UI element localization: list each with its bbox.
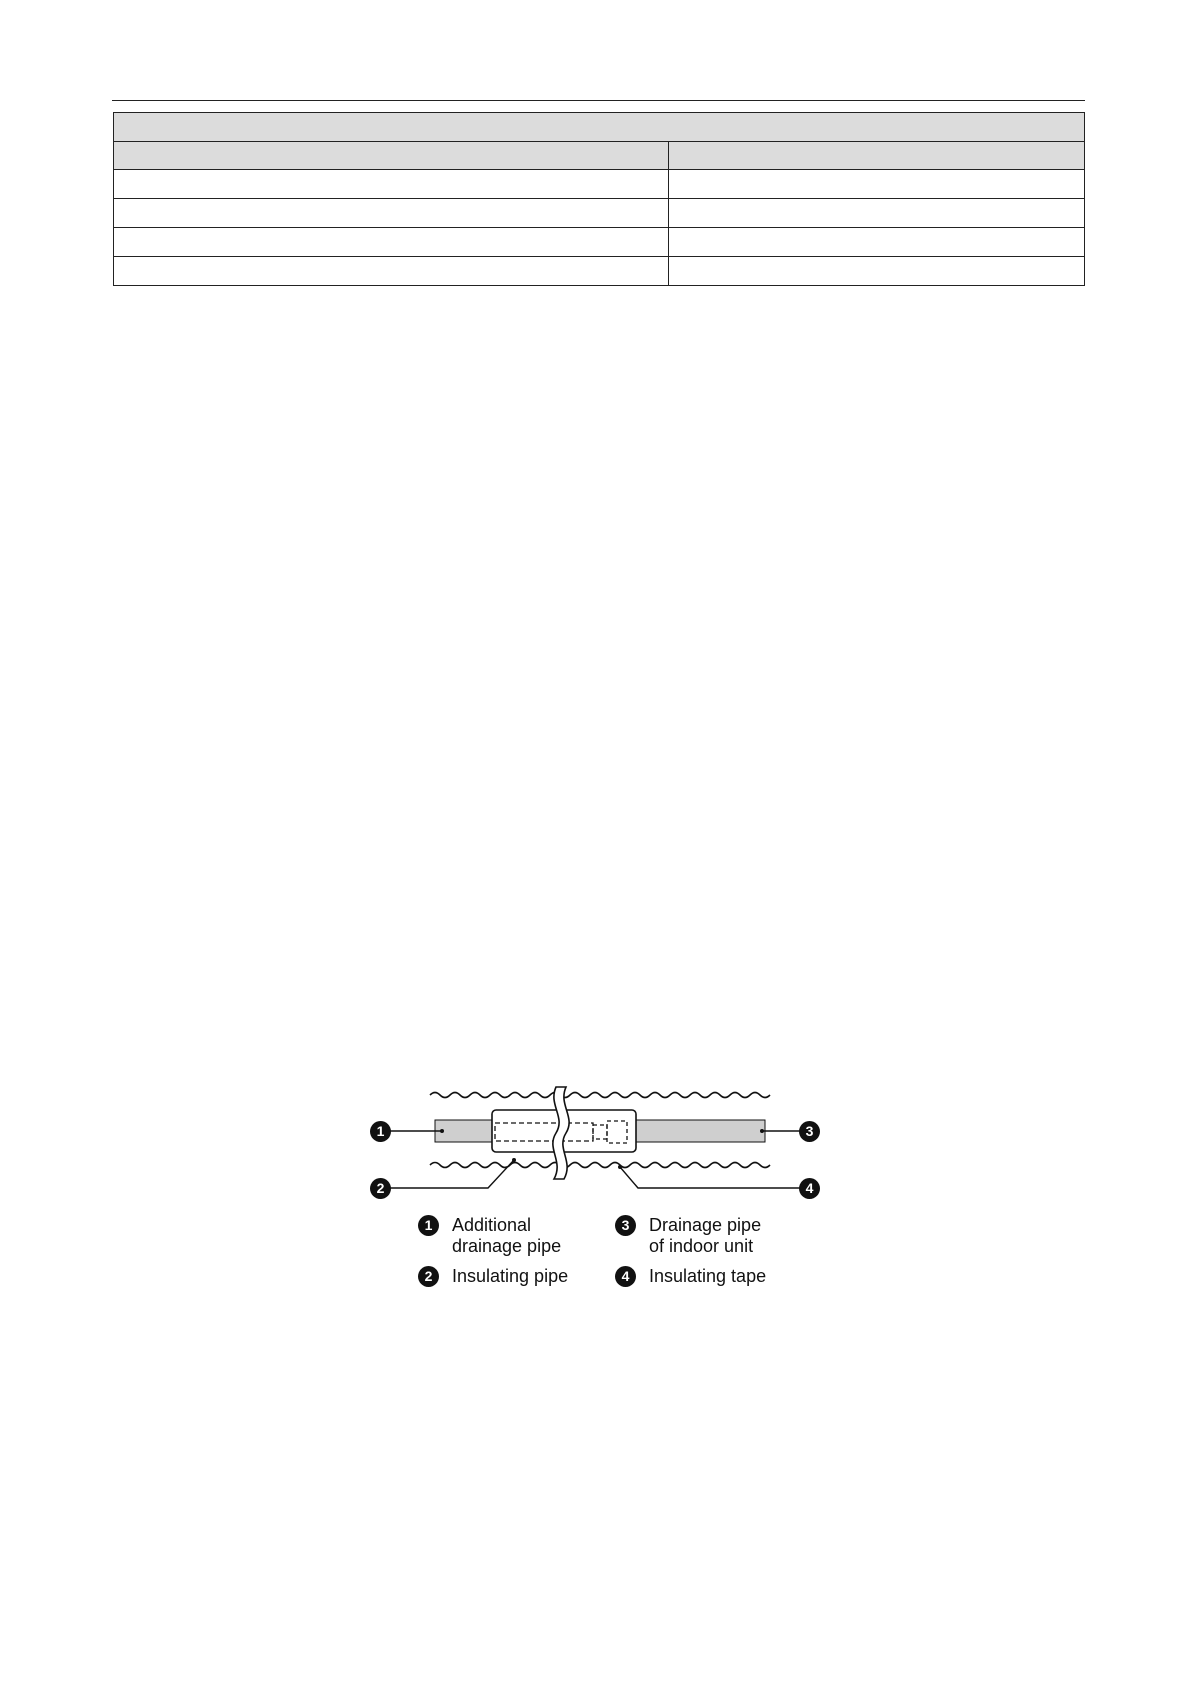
table-cell <box>669 257 1085 286</box>
legend-badge-1: 1 <box>418 1215 439 1236</box>
break-line-left <box>553 1087 569 1179</box>
table-title-cell <box>114 113 1085 142</box>
spec-table <box>113 112 1085 286</box>
table-cell <box>114 257 669 286</box>
insulating-tape-top-wave <box>430 1093 770 1098</box>
legend-badge-3: 3 <box>615 1215 636 1236</box>
callout-badge-2: 2 <box>370 1178 391 1199</box>
leader-dot-4 <box>618 1165 622 1169</box>
legend-item-3 <box>615 1215 761 1257</box>
table-cell <box>114 228 669 257</box>
legend-text-2: Insulating pipe <box>452 1266 569 1286</box>
table-cell <box>669 170 1085 199</box>
legend-item-4 <box>615 1266 766 1287</box>
drainage-pipe-diagram-svg <box>380 1075 820 1205</box>
table-title-row <box>114 113 1085 142</box>
callout-badge-1: 1 <box>370 1121 391 1142</box>
drainage-pipe-diagram <box>376 1075 820 1205</box>
table-header-row <box>114 142 1085 170</box>
table-row <box>114 257 1085 286</box>
table-cell <box>669 228 1085 257</box>
leader-dot-1 <box>440 1129 444 1133</box>
table-header-cell <box>669 142 1085 170</box>
header-rule <box>112 100 1085 101</box>
table-header-cell <box>114 142 669 170</box>
callout-badge-4: 4 <box>799 1178 820 1199</box>
legend-item-1 <box>418 1215 561 1257</box>
table-cell <box>114 199 669 228</box>
table-cell <box>114 170 669 199</box>
legend-badge-4: 4 <box>615 1266 636 1287</box>
insulating-tape-bottom-wave <box>430 1163 770 1168</box>
leader-dot-2 <box>512 1158 516 1162</box>
callout-badge-3: 3 <box>799 1121 820 1142</box>
legend-item-2 <box>418 1266 568 1287</box>
table-row <box>114 170 1085 199</box>
leader-dot-3 <box>760 1129 764 1133</box>
table-row <box>114 228 1085 257</box>
table-cell <box>669 199 1085 228</box>
table-row <box>114 199 1085 228</box>
leader-line-4 <box>620 1167 802 1188</box>
legend-text-1: Additional drainage pipe <box>452 1215 562 1256</box>
legend-badge-2: 2 <box>418 1266 439 1287</box>
legend-text-3: Drainage pipe of indoor unit <box>649 1215 762 1256</box>
legend-text-4: Insulating tape <box>649 1266 767 1286</box>
